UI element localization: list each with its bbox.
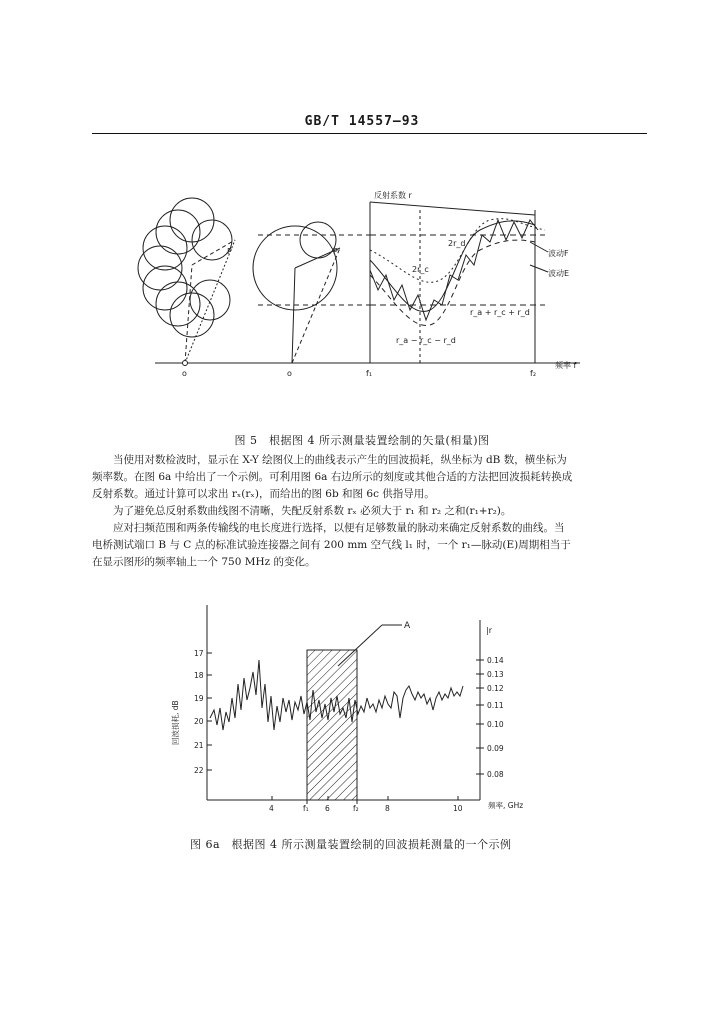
fig6a-x-tick: 4 [269,804,274,813]
fig6a-x-tick: 8 [385,804,390,813]
fig5-refl-axis-label: 反射系数 r [374,191,412,200]
fig5-2rd-label: 2r_d [448,239,466,248]
fig5-pulse-e-label: 波动E [548,269,570,278]
paragraph: 在显示图形的频率轴上一个 750 MHz 的变化。 [92,556,316,568]
figure-5-caption: 图 5 根据图 4 所示测量装置绘制的矢量(相量)图 [234,434,490,447]
fig6a-left-tick: 20 [194,717,204,726]
figure-5-vector-diagram [0,180,724,390]
fig5-f1-label: f₁ [366,369,373,378]
fig5-sum-label: r_a + r_c + r_d [470,308,530,317]
paragraph: 电桥测试端口 B 与 C 点的标准试验连接器之间有 200 mm 空气线 l₁ 时，一个 r₁—脉动(E)周期相当于 [92,539,571,551]
fig6a-marker-a: A [404,621,411,631]
figure-6a-return-loss-chart [0,600,724,825]
fig5-2rc-label: 2r_c [412,265,429,274]
fig5-freq-axis-label: 频率 f [555,361,577,370]
fig5-p-label: P [227,247,232,256]
fig6a-left-tick: 22 [194,766,204,775]
paragraph: 频率数。在图 6a 中给出了一个示例。可利用图 6a 右边所示的刻度或其他合适的方法把回波损耗转换成 [92,471,573,483]
standard-code-header: GB/T 14557—93 [304,114,420,129]
fig5-origin-label: o [287,369,292,378]
fig5-origin-left-label: o [182,369,187,378]
fig6a-right-axis-label: |r [486,626,492,635]
fig5-diff-label: r_a − r_c − r_d [396,336,456,345]
fig6a-left-tick: 19 [194,694,204,703]
fig6a-x-tick: 6 [325,804,330,813]
fig6a-right-tick: 0.09 [487,744,504,753]
fig6a-left-tick: 21 [194,741,204,750]
fig6a-xlabel: 频率, GHz [488,801,524,810]
header-rule [92,133,647,134]
fig5-p-label-mid: P [333,247,338,256]
figure-6a-caption: 图 6a 根据图 4 所示测量装置绘制的回波损耗测量的一个示例 [190,838,512,851]
fig6a-left-tick: 17 [194,649,204,658]
fig6a-x-tick: f₂ [353,804,359,813]
fig6a-right-tick: 0.14 [487,656,504,665]
body-text [92,452,644,571]
fig6a-left-tick: 18 [194,671,204,680]
fig5-f2-label: f₂ [530,369,537,378]
fig6a-x-tick: f₁ [303,804,309,813]
fig6a-right-tick: 0.08 [487,770,504,779]
shaded-region-a [307,650,357,800]
fig6a-right-tick: 0.12 [487,684,504,693]
fig6a-right-tick: 0.11 [487,701,504,710]
paragraph: 反射系数。通过计算可以求出 rₓ(rₓ)，而给出的图 6b 和图 6c 供指导用。 [92,488,435,500]
fig6a-x-tick: 10 [453,804,463,813]
loop-circles [138,198,232,337]
fig6a-ylabel: 回波损耗, dB [171,700,180,745]
paragraph: 当使用对数检波时，显示在 X-Y 绘图仪上的曲线表示产生的回波损耗，纵坐标为 dB 数，横坐标为 [113,454,567,466]
paragraph: 应对扫频范围和两条传输线的电长度进行选择，以便有足够数量的脉动来确定反射系数的曲线。当 [113,522,565,534]
fig5-pulse-f-label: 波动F [548,249,569,258]
fig6a-right-tick: 0.10 [487,720,504,729]
paragraph: 为了避免总反射系数曲线图不清晰，失配反射系数 rₓ 必须大于 r₁ 和 r₂ 之和(r₁+r₂)。 [113,505,512,517]
fig6a-right-tick: 0.13 [487,670,504,679]
